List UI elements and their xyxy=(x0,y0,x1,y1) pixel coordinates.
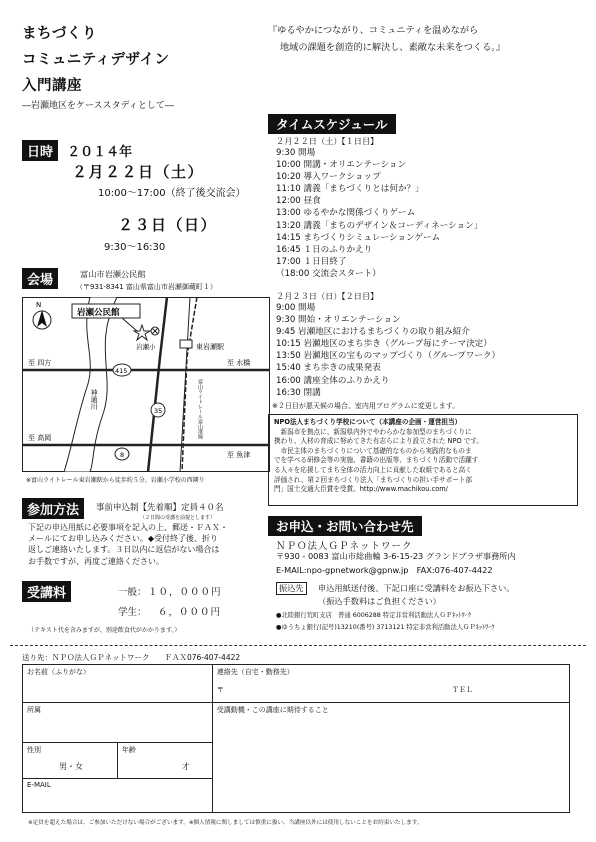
schedule-item: 9:45 岩瀬地区におけるまちづくりの取り組み紹介 xyxy=(276,327,470,338)
map-line-label: 富山ライトレール富山港線 xyxy=(197,379,203,439)
map-to-uozu: 至 魚津 xyxy=(227,451,251,459)
datetime-day2: ２３日（日） xyxy=(118,216,218,234)
fee-general-label: 一般： xyxy=(118,587,147,598)
venue-map xyxy=(22,297,270,472)
npo-line: る人々を応援してまち全体の活力向上に貢献した取組であると高く xyxy=(274,465,472,474)
form-header: 送り先：ＮＰＯ法人ＧＰネットワーク ＦＡＸ076-407-4422 xyxy=(22,653,241,662)
form-age-label: 年齢 xyxy=(121,746,136,754)
fee-student-value: ６，０００円 xyxy=(158,607,222,618)
schedule-item: 11:10 講義「まちづくりとは何か？」 xyxy=(276,184,424,195)
npo-line: 市民主体のまちづくりについて基礎的なものから実践的なものま xyxy=(274,446,472,455)
form-gender-cell[interactable] xyxy=(23,743,118,779)
schedule-day1-head: ２月２２日（土）【１日目】 xyxy=(276,136,379,146)
application-form xyxy=(22,664,570,813)
npo-info-box xyxy=(268,414,578,506)
slogan xyxy=(268,22,505,56)
schedule-item: 10:15 岩瀬地区のまち歩き（グループ毎にテーマ決定） xyxy=(276,339,492,350)
form-contact-label: 連絡先（自宅・勤務先） xyxy=(216,668,294,676)
datetime-day2-time: 9:30～16:30 xyxy=(104,242,166,253)
form-motivation-cell[interactable] xyxy=(212,703,569,813)
title-line3: 入門講座 xyxy=(22,78,82,94)
datetime-day1-time: 10:00～17:00（終了後交流会） xyxy=(98,188,246,199)
schedule-day2-list xyxy=(276,302,500,399)
map-station-label: 東岩瀬駅 xyxy=(196,343,224,351)
form-email-label: E-MAIL xyxy=(27,781,51,789)
fee-note: （テキスト代を含みますが、別途飲食代がかかります。） xyxy=(28,627,181,634)
form-name-cell[interactable] xyxy=(23,665,213,703)
schedule-item: 16:30 閉講 xyxy=(276,387,321,398)
contact-org: ＮＰＯ法人ＧＰネットワーク xyxy=(276,541,413,552)
application-tiny-note: （２日間の受講を前提とします） xyxy=(140,515,216,521)
npo-line: 評価され、第２回まちづくり法人「まちづくりの担い手サポート部 xyxy=(274,475,473,484)
contact-label: お申込・お問い合わせ先 xyxy=(268,516,422,536)
schedule-item: 9:30 開始・オリエンテーション xyxy=(276,315,401,326)
schedule-item: （18:00 交流会スタート） xyxy=(276,268,381,279)
schedule-item: 9:00 開場 xyxy=(276,303,316,313)
npo-line: 門」国土交通大臣賞を受賞。http://www.machikou.com/ xyxy=(274,485,448,494)
form-gender-label: 性別 xyxy=(27,746,41,754)
npo-line: 新潟市を拠点に、新潟県内外でやわらかな参加型のまちづくりに xyxy=(274,427,472,436)
form-affiliation-label: 所属 xyxy=(27,706,41,714)
map-to-shijo: 至 四方 xyxy=(28,359,52,367)
map-route415: 415 xyxy=(115,367,128,375)
schedule-item: 14:15 まちづくりシミュレーションゲーム xyxy=(276,232,441,243)
map-to-takaoka: 至 高岡 xyxy=(28,434,52,442)
contact-transfer-text: 申込用紙送付後、下記口座に受講料をお振込下さい。 xyxy=(318,583,515,593)
schedule-note: ※２日目が悪天候の場合、室内用プログラムに変更します。 xyxy=(272,402,460,410)
application-label: 参加方法 xyxy=(22,498,84,519)
schedule-item: 9:30 開場 xyxy=(276,148,316,158)
form-affiliation-cell[interactable] xyxy=(23,703,213,743)
contact-transfer-label: 振込先 xyxy=(276,582,307,595)
map-route8: 8 xyxy=(120,451,125,459)
form-gender-options: 男・女 xyxy=(59,762,83,771)
datetime-year: ２０１４年 xyxy=(67,145,133,160)
cut-line xyxy=(10,645,586,646)
map-route35: 35 xyxy=(154,407,163,415)
application-body-line: メールにてお申し込みください。◆受付終了後、折り xyxy=(28,534,218,544)
fee-label: 受講料 xyxy=(22,581,71,602)
map-to-mizuhashi: 至 水橋 xyxy=(227,359,251,367)
title-line1: まちづくり xyxy=(22,26,97,42)
form-tel-label: ＴＥＬ xyxy=(451,686,473,694)
map-river-label: 神通川 xyxy=(90,389,98,410)
schedule-day2-head: ２月２３日（日）【２日目】 xyxy=(276,291,379,301)
schedule-item: 17:00 １日目終了 xyxy=(276,256,347,267)
schedule-item: 16:00 講座全体のふりかえり xyxy=(276,375,390,386)
npo-head: NPO法人まちづくり学校について（本講座の企画・運営担当） xyxy=(274,418,462,426)
schedule-item: 10:20 導入ワークショップ xyxy=(276,172,381,183)
contact-address: 〒930 - 0083 富山市総曲輪 3-6-15-23 グランドプラザ事務所内 xyxy=(276,551,516,561)
map-kominkan-label: 岩瀬公民館 xyxy=(77,308,120,318)
form-footnote: ※定員を超えた場合は、ご参加いただけない場合がございます。※個人情報に関しましては慎重に扱い、当講座以外には使用しないことをお約束いたします。 xyxy=(28,820,423,826)
venue-address: （〒931-8341 富山県富山市岩瀬御蔵町１） xyxy=(76,283,217,291)
map-school-label: 岩瀬小 xyxy=(136,343,156,351)
application-body-line: 下記の申込用紙に必要事項を記入の上、郵送・ＦＡＸ・ xyxy=(28,523,228,532)
venue-name: 富山市岩瀬公民館 xyxy=(80,269,146,279)
application-body-line: 返しご連絡いたします。３日以内に返信がない場合は xyxy=(28,545,220,555)
form-postal-mark: 〒 xyxy=(216,686,224,694)
form-age-unit: 才 xyxy=(181,762,190,771)
contact-transfer-note: （振込手数料はご負担ください） xyxy=(318,596,441,606)
schedule-item: 13:20 講義「まちのデザイン＆コーディネーション」 xyxy=(276,220,483,231)
application-body xyxy=(28,522,228,567)
npo-line: でを学べる研修会等の実施、書籍の出版等、まちづくり活動で活躍す xyxy=(274,456,479,465)
form-motivation-label: 受講動機・この講座に期待すること xyxy=(216,706,329,714)
venue-section xyxy=(22,268,58,289)
contact-bank1: ●北陸銀行荒町支店 普通 6006288 特定非営利活動法人ＧＰﾈｯﾄﾜｰｸ xyxy=(276,612,471,619)
application-body-line: お手数ですが、再度ご連絡ください。 xyxy=(28,556,164,566)
fee-general-value: １０，０００円 xyxy=(148,587,222,598)
form-age-cell[interactable] xyxy=(117,743,212,779)
datetime-section xyxy=(22,140,132,161)
application-note: 事前申込制【先着順】定員４０名 xyxy=(96,503,224,513)
schedule-label: タイムスケジュール xyxy=(268,114,396,134)
venue-map-note: ※富山ライトレール東岩瀬駅から徒歩約５分、岩瀬小学校の西隣り xyxy=(26,477,205,484)
npo-line: 携わり、人材の育成に努めてきた有志らにより設立された NPO です。 xyxy=(274,437,483,446)
slogan-line2: 地域の課題を創造的に解決し、素敵な未来をつくる。』 xyxy=(280,42,506,53)
form-contact-cell[interactable] xyxy=(212,665,569,703)
schedule-section xyxy=(268,114,396,134)
subtitle: ―岩瀬地区をケーススタディとして― xyxy=(22,101,174,111)
title-line2: コミュニティデザイン xyxy=(22,52,170,68)
schedule-item: 13:50 岩瀬地区の宝ものマップづくり（グループワーク） xyxy=(276,351,501,362)
venue-label: 会場 xyxy=(22,268,58,289)
fee-section xyxy=(22,581,71,602)
slogan-line1: 『ゆるやかにつながり、コミュニティを温めながら xyxy=(268,25,479,36)
application-section xyxy=(22,498,84,519)
fee-student-label: 学生： xyxy=(118,607,147,618)
schedule-item: 12:00 昼食 xyxy=(276,196,321,207)
datetime-label: 日時 xyxy=(22,140,58,161)
datetime-day1: ２月２２日（土） xyxy=(72,163,205,181)
schedule-item: 15:40 まち歩きの成果発表 xyxy=(276,363,381,374)
schedule-day1-list xyxy=(276,147,482,280)
contact-bank2: ●ゆうちょ銀行(記号)13210(番号) 3713121 特定非営利活動法人ＧＰﾈｯﾄﾜｰｸ xyxy=(276,624,495,631)
schedule-item: 13:00 ゆるやかな関係づくりゲーム xyxy=(276,208,416,219)
contact-section xyxy=(268,516,422,536)
schedule-item: 10:00 開講・オリエンテーション xyxy=(276,160,407,171)
schedule-item: 16:45 １日のふりかえり xyxy=(276,244,373,255)
form-name-label: お名前（ふりがな） xyxy=(27,668,90,676)
map-north-label: N xyxy=(36,301,42,309)
form-email-cell[interactable] xyxy=(23,779,213,813)
contact-email-fax: E-MAIL:npo-gpnetwork@gpnw.jp FAX:076-407-4422 xyxy=(276,565,493,575)
